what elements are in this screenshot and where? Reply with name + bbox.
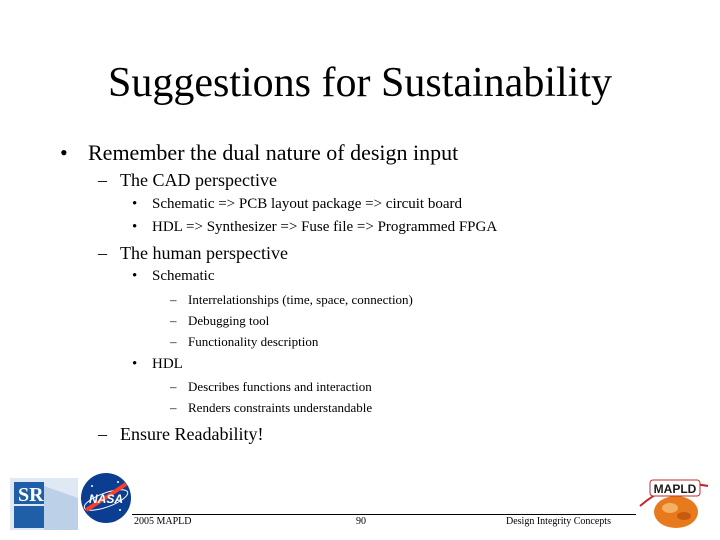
bullet-text: Describes functions and interaction (188, 379, 372, 394)
bullet-mark: – (170, 379, 177, 394)
bullet-item (98, 170, 277, 191)
bullet-mark: – (170, 334, 177, 349)
bullet-mark: – (98, 424, 107, 444)
bullet-text: Renders constraints understandable (188, 400, 373, 415)
mapld-logo (636, 472, 710, 530)
nasa-logo (80, 472, 132, 524)
bullet-mark: – (170, 400, 177, 415)
footer-left: 2005 MAPLD (134, 516, 192, 527)
bullet-text: Debugging tool (188, 313, 270, 328)
bullet-item (170, 400, 372, 416)
bullet-mark: – (98, 170, 107, 190)
bullet-text: Ensure Readability! (120, 424, 264, 444)
bullet-text: Interrelationships (time, space, connection) (188, 292, 413, 307)
bullet-text: HDL (152, 356, 183, 372)
bullet-mark: • (60, 140, 68, 165)
bullet-text: Schematic => PCB layout package => circuit board (152, 196, 463, 212)
bullet-mark: – (170, 313, 177, 328)
bullet-item (132, 219, 497, 236)
bullet-item (170, 334, 318, 350)
slide-title: Suggestions for Sustainability (108, 60, 612, 106)
bullet-item (98, 424, 263, 445)
bullet-item (132, 196, 462, 213)
bullet-mark: • (132, 356, 138, 372)
bullet-text: Schematic (152, 268, 215, 284)
sr-logo-letter-s: SR (18, 484, 44, 506)
nasa-logo-text: NASA (88, 492, 124, 506)
sr-logo (10, 478, 78, 530)
slide-number: 90 (356, 516, 366, 527)
bullet-mark: – (98, 243, 107, 263)
bullet-mark: • (132, 268, 138, 284)
bullet-item (132, 268, 214, 285)
bullet-item (98, 243, 288, 264)
bullet-text: HDL => Synthesizer => Fuse file => Programmed FPGA (152, 219, 498, 235)
bullet-mark: • (132, 219, 138, 235)
bullet-mark: • (132, 196, 138, 212)
bullet-text: Remember the dual nature of design input (88, 140, 459, 165)
bullet-text: Functionality description (188, 334, 319, 349)
footer-right: Design Integrity Concepts (506, 516, 611, 527)
bullet-text: The CAD perspective (120, 170, 277, 190)
mapld-logo-text: MAPLD (653, 482, 697, 496)
bullet-item (60, 140, 458, 166)
bullet-item (170, 313, 269, 329)
bullet-text: The human perspective (120, 243, 288, 263)
bullet-item (170, 379, 372, 395)
footer-divider (132, 514, 636, 515)
bullet-item (132, 356, 183, 373)
bullet-mark: – (170, 292, 177, 307)
bullet-item (170, 292, 413, 308)
